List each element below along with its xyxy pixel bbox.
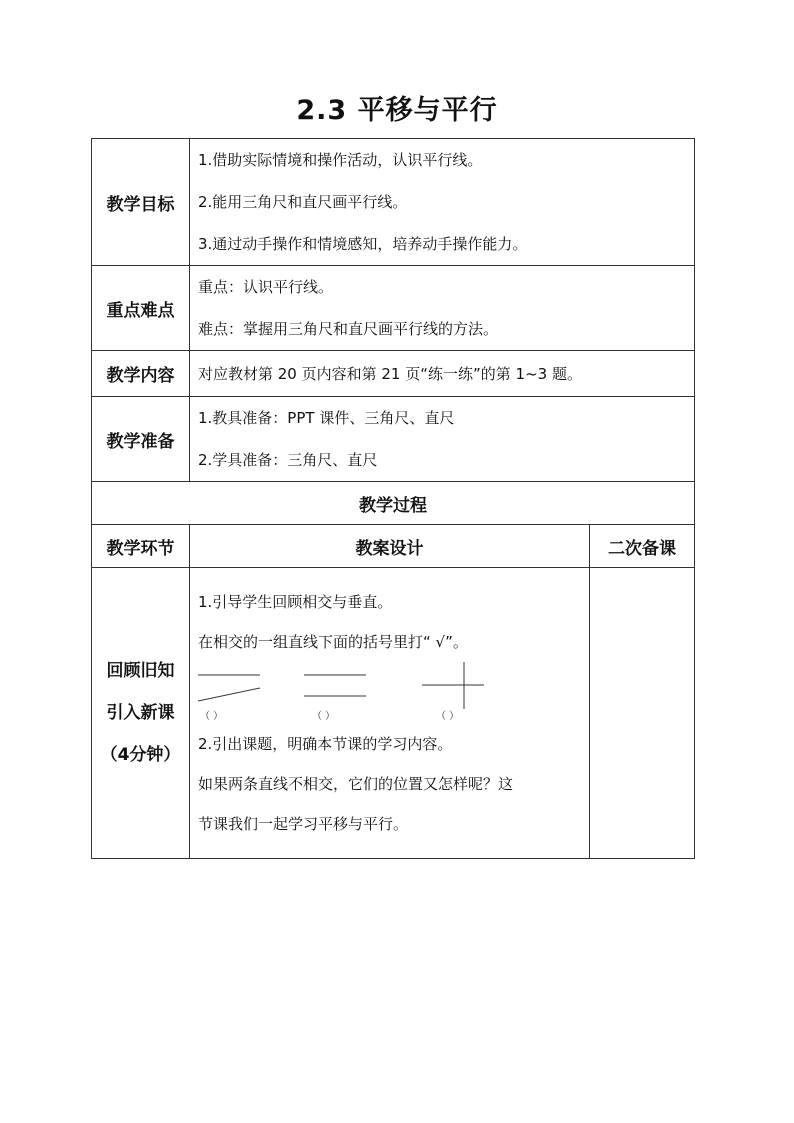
goal-item: 3.通过动手操作和情境感知，培养动手操作能力。 (198, 235, 528, 253)
header-notes: 二次备课 (590, 525, 695, 568)
design-line: 如果两条直线不相交，它们的位置又怎样呢？这 (198, 775, 514, 793)
preparation-content (190, 397, 695, 482)
parallel-lines-figure (304, 662, 374, 706)
stage-design (190, 568, 590, 859)
goals-label: 教学目标 (92, 139, 190, 266)
preparation-row (92, 397, 695, 482)
design-line: 1.引导学生回顾相交与垂直。 (198, 593, 393, 611)
page-title: 2.3 平移与平行 (296, 95, 498, 126)
design-line: 在相交的一组直线下面的括号里打“ √”。 (198, 633, 468, 651)
answer-bracket: （ ） (436, 711, 460, 722)
answer-bracket: （ ） (200, 711, 224, 722)
header-stage: 教学环节 (92, 525, 190, 568)
process-title: 教学过程 (92, 482, 695, 525)
goal-item: 2.能用三角尺和直尺画平行线。 (198, 193, 408, 211)
goals-content (190, 139, 695, 266)
preparation-item: 2.学具准备：三角尺、直尺 (198, 451, 378, 469)
content-row (92, 351, 695, 397)
stage-label (92, 568, 190, 859)
stage-notes (590, 568, 695, 859)
key-points-content (190, 266, 695, 351)
stage-label-line: 回顾旧知 (106, 661, 175, 681)
design-line: 2.引出课题，明确本节课的学习内容。 (198, 735, 453, 753)
perpendicular-lines-figure (422, 662, 492, 710)
stage-label-line: 引入新课 (106, 703, 175, 723)
preparation-item: 1.教具准备：PPT 课件、三角尺、直尺 (198, 409, 455, 427)
goal-item: 1.借助实际情境和操作活动，认识平行线。 (198, 151, 483, 169)
design-line: 节课我们一起学习平移与平行。 (198, 815, 409, 833)
key-points-label: 重点难点 (92, 266, 190, 351)
lesson-plan-table (91, 138, 695, 859)
header-design: 教案设计 (190, 525, 590, 568)
key-points-row (92, 266, 695, 351)
preparation-label: 教学准备 (92, 397, 190, 482)
line-figures (198, 662, 589, 724)
content-label: 教学内容 (92, 351, 190, 397)
process-title-row (92, 482, 695, 525)
key-point-item: 难点：掌握用三角尺和直尺画平行线的方法。 (198, 320, 499, 338)
content-text: 对应教材第 20 页内容和第 21 页“练一练”的第 1~3 题。 (190, 351, 695, 397)
process-header-row (92, 525, 695, 568)
key-point-item: 重点：认识平行线。 (198, 278, 334, 296)
goals-row (92, 139, 695, 266)
stage-label-line: （4分钟） (100, 745, 181, 765)
answer-bracket: （ ） (312, 711, 336, 722)
stage-row (92, 568, 695, 859)
intersecting-lines-figure (198, 662, 268, 706)
